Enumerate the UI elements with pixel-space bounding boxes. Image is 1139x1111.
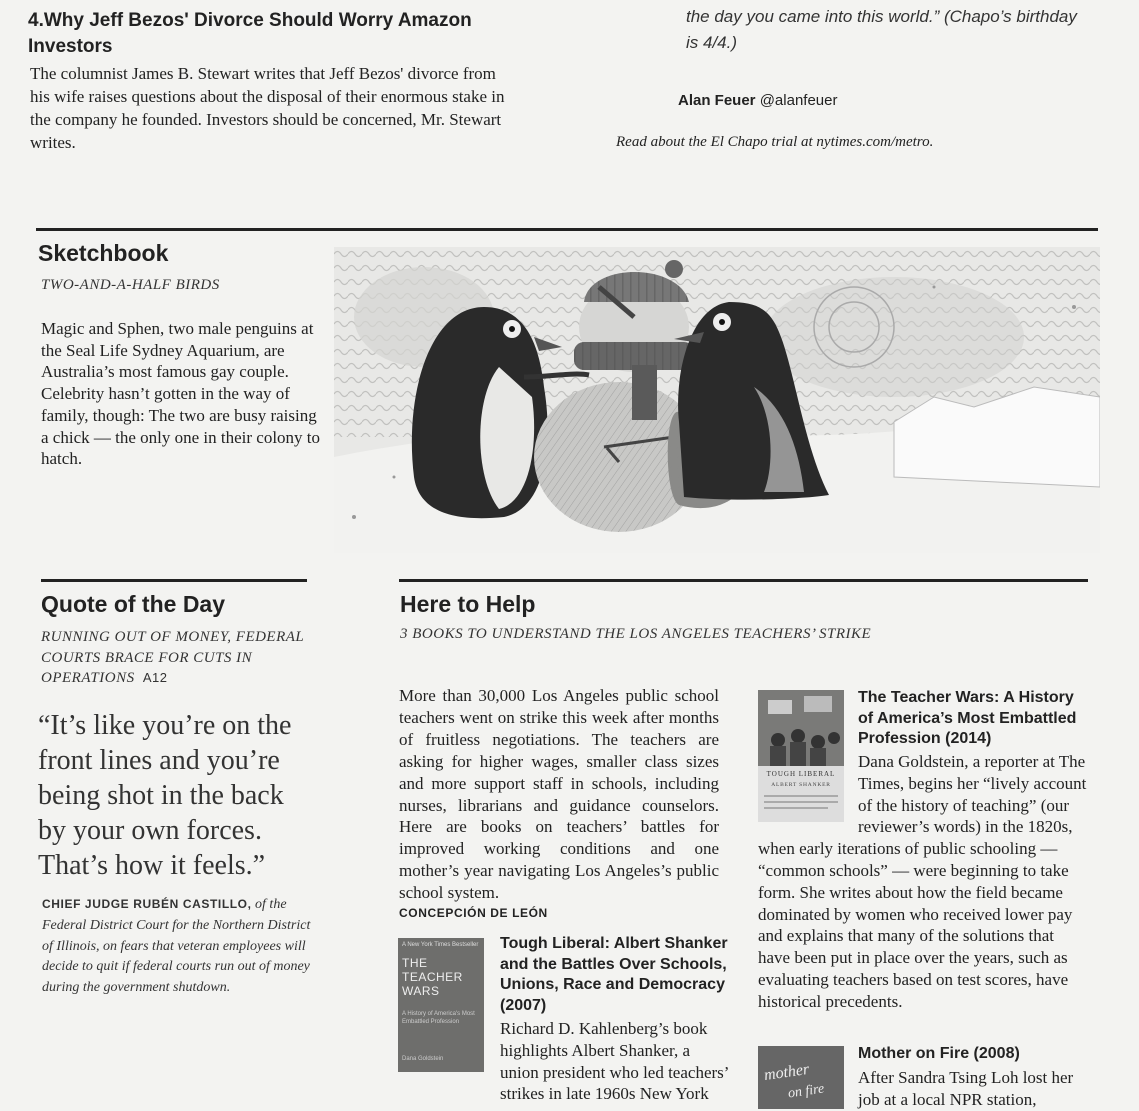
illustration-svg [334,247,1100,553]
el-chapo-text-line-1: the day you came into this world.” (Chapo’s birthday [686,7,1077,26]
book-desc-teacher-wars-text: Dana Goldstein, a reporter at The Times, begins her “lively account of the history of teaching” (our reviewer’s words) in the 1820s, when early iterations of public schooling — “common schools” — were beginning to take form. She writes about how the field became dominated by women who received lower pay and explains that many of the solutions that have been put in place over the years, such as evaluating teachers based on test scores, have historical precedents. [758,752,1087,1011]
byline-name: Alan Feuer [678,92,756,109]
quote-rule [41,579,307,582]
cover-subtitle: A History of America's Most Embattled Profession [402,1011,475,1025]
quote-section-title: Quote of the Day [41,591,226,617]
help-section-title: Here to Help [400,591,536,617]
book-desc-tough-liberal-text: Richard D. Kahlenberg’s book highlights Albert Shanker, a union president who led teachers’ strikes in late 1960s New York [500,1019,729,1104]
sketchbook-body: Magic and Sphen, two male penguins at the Seal Life Sydney Aquarium, are Australia’s most famous gay couple. Celebrity hasn’t gotten in the way of family, though: The two are busy raising a chick — the only one in their colony to hatch. [41,319,321,469]
book-desc-mother-on-fire: After Sandra Tsing Loh lost her job at a local NPR station, [858,1068,1074,1109]
quote-subtitle [41,627,311,689]
cover-top-line: A New York Times Bestseller [402,942,479,948]
cover-title: TOUGH LIBERAL [766,770,836,778]
el-chapo-text [686,4,1116,56]
section-divider [36,228,1098,231]
article-headline-bezos: 4.Why Jeff Bezos' Divorce Should Worry Amazon Investors [28,10,472,57]
cover-title-2: on fire [787,1081,826,1102]
help-author: CONCEPCIÓN DE LEÓN [399,906,548,920]
help-rule [399,579,1088,582]
byline-handle[interactable]: @alanfeuer [759,92,838,109]
sketchbook-subtitle: TWO-AND-A-HALF BIRDS [41,277,220,293]
cover-subtitle: ALBERT SHANKER [771,782,831,788]
quote-attribution-rest: of the Federal District Court for the Northern District of Illinois, on fears that veteran employees will decide to quit if federal courts run out of money during the government shutdown. [42,897,311,996]
cover-author: Dana Goldstein [402,1056,444,1062]
byline [678,92,837,109]
book-cover-teacher-wars[interactable] [398,938,484,1072]
book-title-mother-on-fire: Mother on Fire (2008) [858,1045,1020,1062]
sketchbook-title: Sketchbook [38,240,169,266]
quote-page-ref: A12 [142,670,168,685]
cover-title-line: TEACHER [402,970,463,984]
quote-subtitle-text: RUNNING OUT OF MONEY, FEDERAL COURTS BRACE FOR CUTS IN OPERATIONS [41,629,304,686]
help-intro: More than 30,000 Los Angeles public school teachers went on strike this week after months of fruitless negotiations. The teachers are asking for higher wages, smaller class sizes and more support staff in schools, including nurses, librarians and guidance counselors. Here are books on teachers’ battles for improved working conditions and one mother’s year navigating Los Angeles’s public school system. [399,686,719,903]
cover-title-line: THE [402,956,428,970]
cover-title [402,956,463,998]
cover-float-spacer [758,751,858,828]
quote-text: “It’s like you’re on the front lines and you’re being shot in the back by your own forces. That’s how it feels.” [38,710,292,881]
book-cover-mother-on-fire[interactable] [758,1046,844,1109]
book-desc-teacher-wars [758,751,1088,1013]
help-subtitle: 3 BOOKS TO UNDERSTAND THE LOS ANGELES TEACHERS’ STRIKE [400,626,872,642]
book-title-tough-liberal: Tough Liberal: Albert Shanker and the Battles Over Schools, Unions, Race and Democracy (2007) [500,935,728,1014]
quote-attribution [42,894,317,999]
book-title-teacher-wars: The Teacher Wars: A History of America’s Most Embattled Profession (2014) [858,689,1077,747]
cover-title-line: WARS [402,984,440,998]
cover-title: mother [762,1060,811,1085]
book-desc-tough-liberal [500,1018,730,1105]
article-summary-bezos: The columnist James B. Stewart writes that Jeff Bezos' divorce from his wife raises questions about the disposal of their enormous stake in the company he founded. Investors should be concerned, Mr. Stewart writes. [30,64,505,152]
quote-attribution-name: CHIEF JUDGE RUBÉN CASTILLO, [42,897,252,911]
penguin-snowman-illustration [334,247,1100,553]
read-about-link[interactable]: Read about the El Chapo trial at nytimes.com/metro. [616,134,934,150]
el-chapo-text-line-2: is 4/4.) [686,33,738,52]
